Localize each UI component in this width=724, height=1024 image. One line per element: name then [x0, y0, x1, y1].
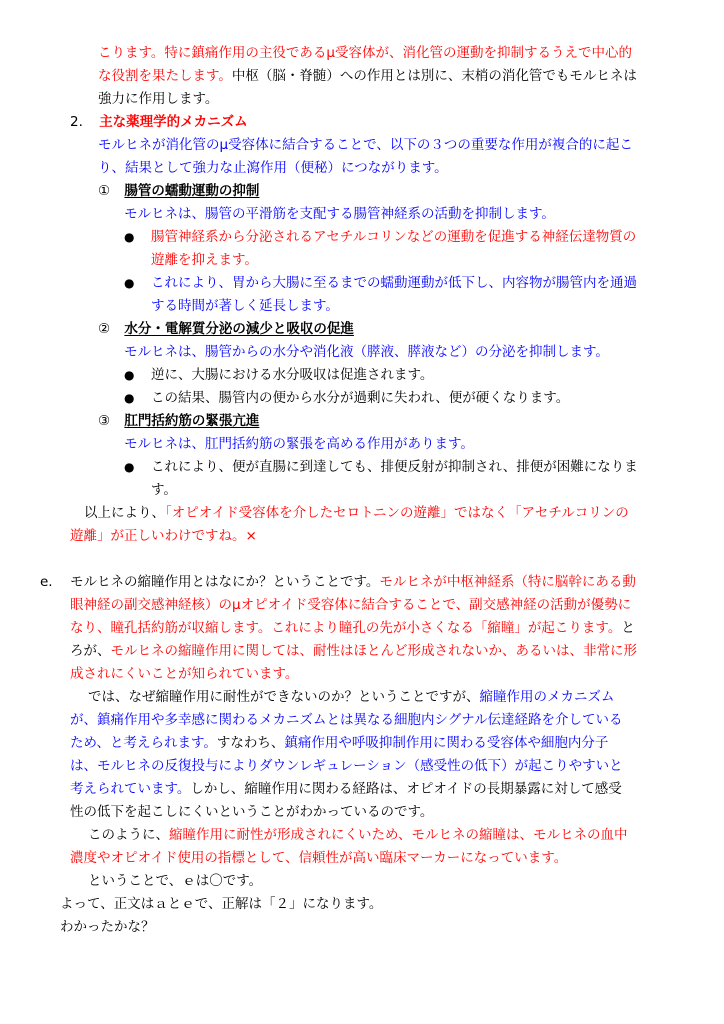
section-e-text: モルヒネの縮瞳作用に関しては、耐性はほとんど形成されないか、あるいは、非常に形	[110, 643, 637, 659]
section-number: 2.	[70, 114, 83, 130]
intro-text: 強力に作用します。	[98, 91, 219, 107]
section-e-text: 鎮痛作用や呼吸抑制作用に関わる受容体や細胞内分子	[284, 735, 609, 751]
final-question: わかったかな？	[60, 919, 155, 935]
bullet-icon: ●	[124, 230, 135, 244]
section-e-text: と	[621, 620, 635, 636]
conclusion-text: 「オピオイド受容体を介したセロトニンの遊離」ではなく「アセチルコリンの	[165, 505, 629, 521]
section-e-line-9: は、モルヒネの反復投与によりダウンレギュレーション（感受性の低下）が起こりやすいと	[70, 758, 623, 774]
section-title: 主な薬理学的メカニズム	[99, 114, 248, 130]
item-number: ①	[98, 183, 111, 199]
item-number: ②	[98, 321, 111, 337]
bullet-icon: ●	[124, 460, 135, 474]
section-e-text: 考えられています。	[70, 781, 191, 797]
item-title: 水分・電解質分泌の減少と吸収の促進	[124, 321, 354, 337]
item-number: ③	[98, 413, 111, 429]
section-e-text: ため、と考えられます。	[70, 735, 217, 751]
intro-text: こります。特に鎮痛作用の主役であるμ受容体が、消化管の運動を抑制するうえで中心的	[98, 45, 633, 61]
section-2-text-2: り、結果として強力な止瀉作用（便秘）につながります。	[98, 160, 448, 176]
item-2-bullet-2: この結果、腸管内の便から水分が過剰に失われ、便が硬くなります。	[151, 390, 570, 406]
bullet-icon: ●	[124, 391, 135, 405]
item-2-description: モルヒネは、腸管からの水分や消化液（膵液、膵液など）の分泌を抑制します。	[124, 344, 609, 360]
section-e-line-7: が、鎮痛作用や多幸感に関わるメカニズムとは異なる細胞内シグナル伝達経路を介している	[70, 712, 623, 728]
final-answer: よって、正文はａとｅで、正解は「２」になります。	[60, 896, 383, 912]
section-e-text: 縮瞳作用のメカニズム	[479, 689, 615, 705]
item-1-bullet-1-line-2: 遊離を抑えます。	[151, 252, 258, 268]
section-e-line-14: ということで、ｅは〇です。	[88, 873, 263, 889]
section-label: e.	[40, 574, 53, 590]
item-title: 腸管の蠕動運動の抑制	[124, 183, 260, 199]
intro-text: 中枢（脳・脊髄）への作用とは別に、末梢の消化管でもモルヒネは	[231, 68, 637, 84]
section-e-text: このように、	[88, 827, 169, 843]
section-e-line-6	[88, 686, 615, 708]
conclusion-text: 以上により、	[84, 505, 165, 521]
section-e-text: しかし、縮瞳作用に関わる経路は、オピオイドの長期暴露に対して感受	[190, 781, 622, 797]
section-e-text: モルヒネの縮瞳作用とはなにか？ということです。	[70, 574, 380, 590]
section-e-line-11: 性の低下を起こしにくいということがわかっているのです。	[70, 804, 434, 820]
item-title: 肛門括約筋の緊張亢進	[124, 413, 260, 429]
item-1-description: モルヒネは、腸管の平滑筋を支配する腸管神経系の活動を抑制します。	[124, 206, 555, 222]
intro-text: な役割を果たします。	[98, 68, 232, 84]
item-3-heading	[98, 410, 259, 432]
item-3-bullet-1-line-2: す。	[151, 482, 177, 498]
bullet-icon: ●	[124, 276, 135, 290]
section-e-text: では、なぜ縮瞳作用に耐性ができないのか？ということですが、	[88, 689, 480, 705]
item-2-bullet-1: 逆に、大腸における水分吸収は促進されます。	[151, 367, 434, 383]
item-1-bullet-2-line-2: する時間が著しく延長します。	[151, 298, 339, 314]
intro-line-1	[98, 42, 632, 64]
section-e-line-8	[70, 732, 608, 754]
section-2-heading	[70, 111, 248, 133]
section-e-line-10	[70, 778, 622, 800]
conclusion-line-1	[84, 502, 629, 524]
section-e-text: 縮瞳作用に耐性が形成されにくいため、モルヒネの縮瞳は、モルヒネの血中	[169, 827, 628, 843]
intro-line-2	[98, 65, 637, 87]
section-e-line-1	[70, 571, 636, 593]
section-e-line-4	[70, 640, 637, 662]
section-e-line-2: 眼神経の副交感神経核）のμオピオイド受容体に結合することで、副交感神経の活動が優勢に	[70, 597, 632, 613]
section-e-line-12	[88, 824, 627, 846]
section-e-text: すなわち、	[216, 735, 285, 751]
section-e-line-5: 成されにくいことが知られています。	[70, 666, 299, 682]
section-e-label	[40, 571, 53, 593]
item-2-heading	[98, 318, 354, 340]
section-e-text: ろが、	[70, 643, 111, 659]
intro-line-3	[98, 88, 218, 110]
section-e-line-13: 濃度やオピオイド使用の指標として、信頼性が高い臨床マーカーになっています。	[70, 850, 568, 866]
item-1-bullet-1-line-1: 腸管神経系から分泌されるアセチルコリンなどの運動を促進する神経伝達物質の	[151, 229, 637, 245]
item-3-description: モルヒネは、肛門括約筋の緊張を高める作用があります。	[124, 436, 474, 452]
section-e-line-3	[70, 617, 635, 639]
section-e-text: モルヒネが中枢神経系（特に脳幹にある動	[379, 574, 636, 590]
bullet-icon: ●	[124, 368, 135, 382]
section-2-text-1: モルヒネが消化管のμ受容体に結合することで、以下の３つの重要な作用が複合的に起こ	[98, 137, 633, 153]
item-3-bullet-1-line-1: これにより、便が直腸に到達しても、排便反射が抑制され、排便が困難になりま	[151, 459, 638, 475]
item-1-heading	[98, 180, 259, 202]
section-e-text: なり、瞳孔括約筋が収縮します。これにより瞳孔の先が小さくなる「縮瞳」が起こります。	[70, 620, 622, 636]
item-1-bullet-2-line-1: これにより、胃から大腸に至るまでの蠕動運動が低下し、内容物が腸管内を通過	[151, 275, 637, 291]
conclusion-line-2: 遊離」が正しいわけですね。×	[70, 528, 257, 544]
